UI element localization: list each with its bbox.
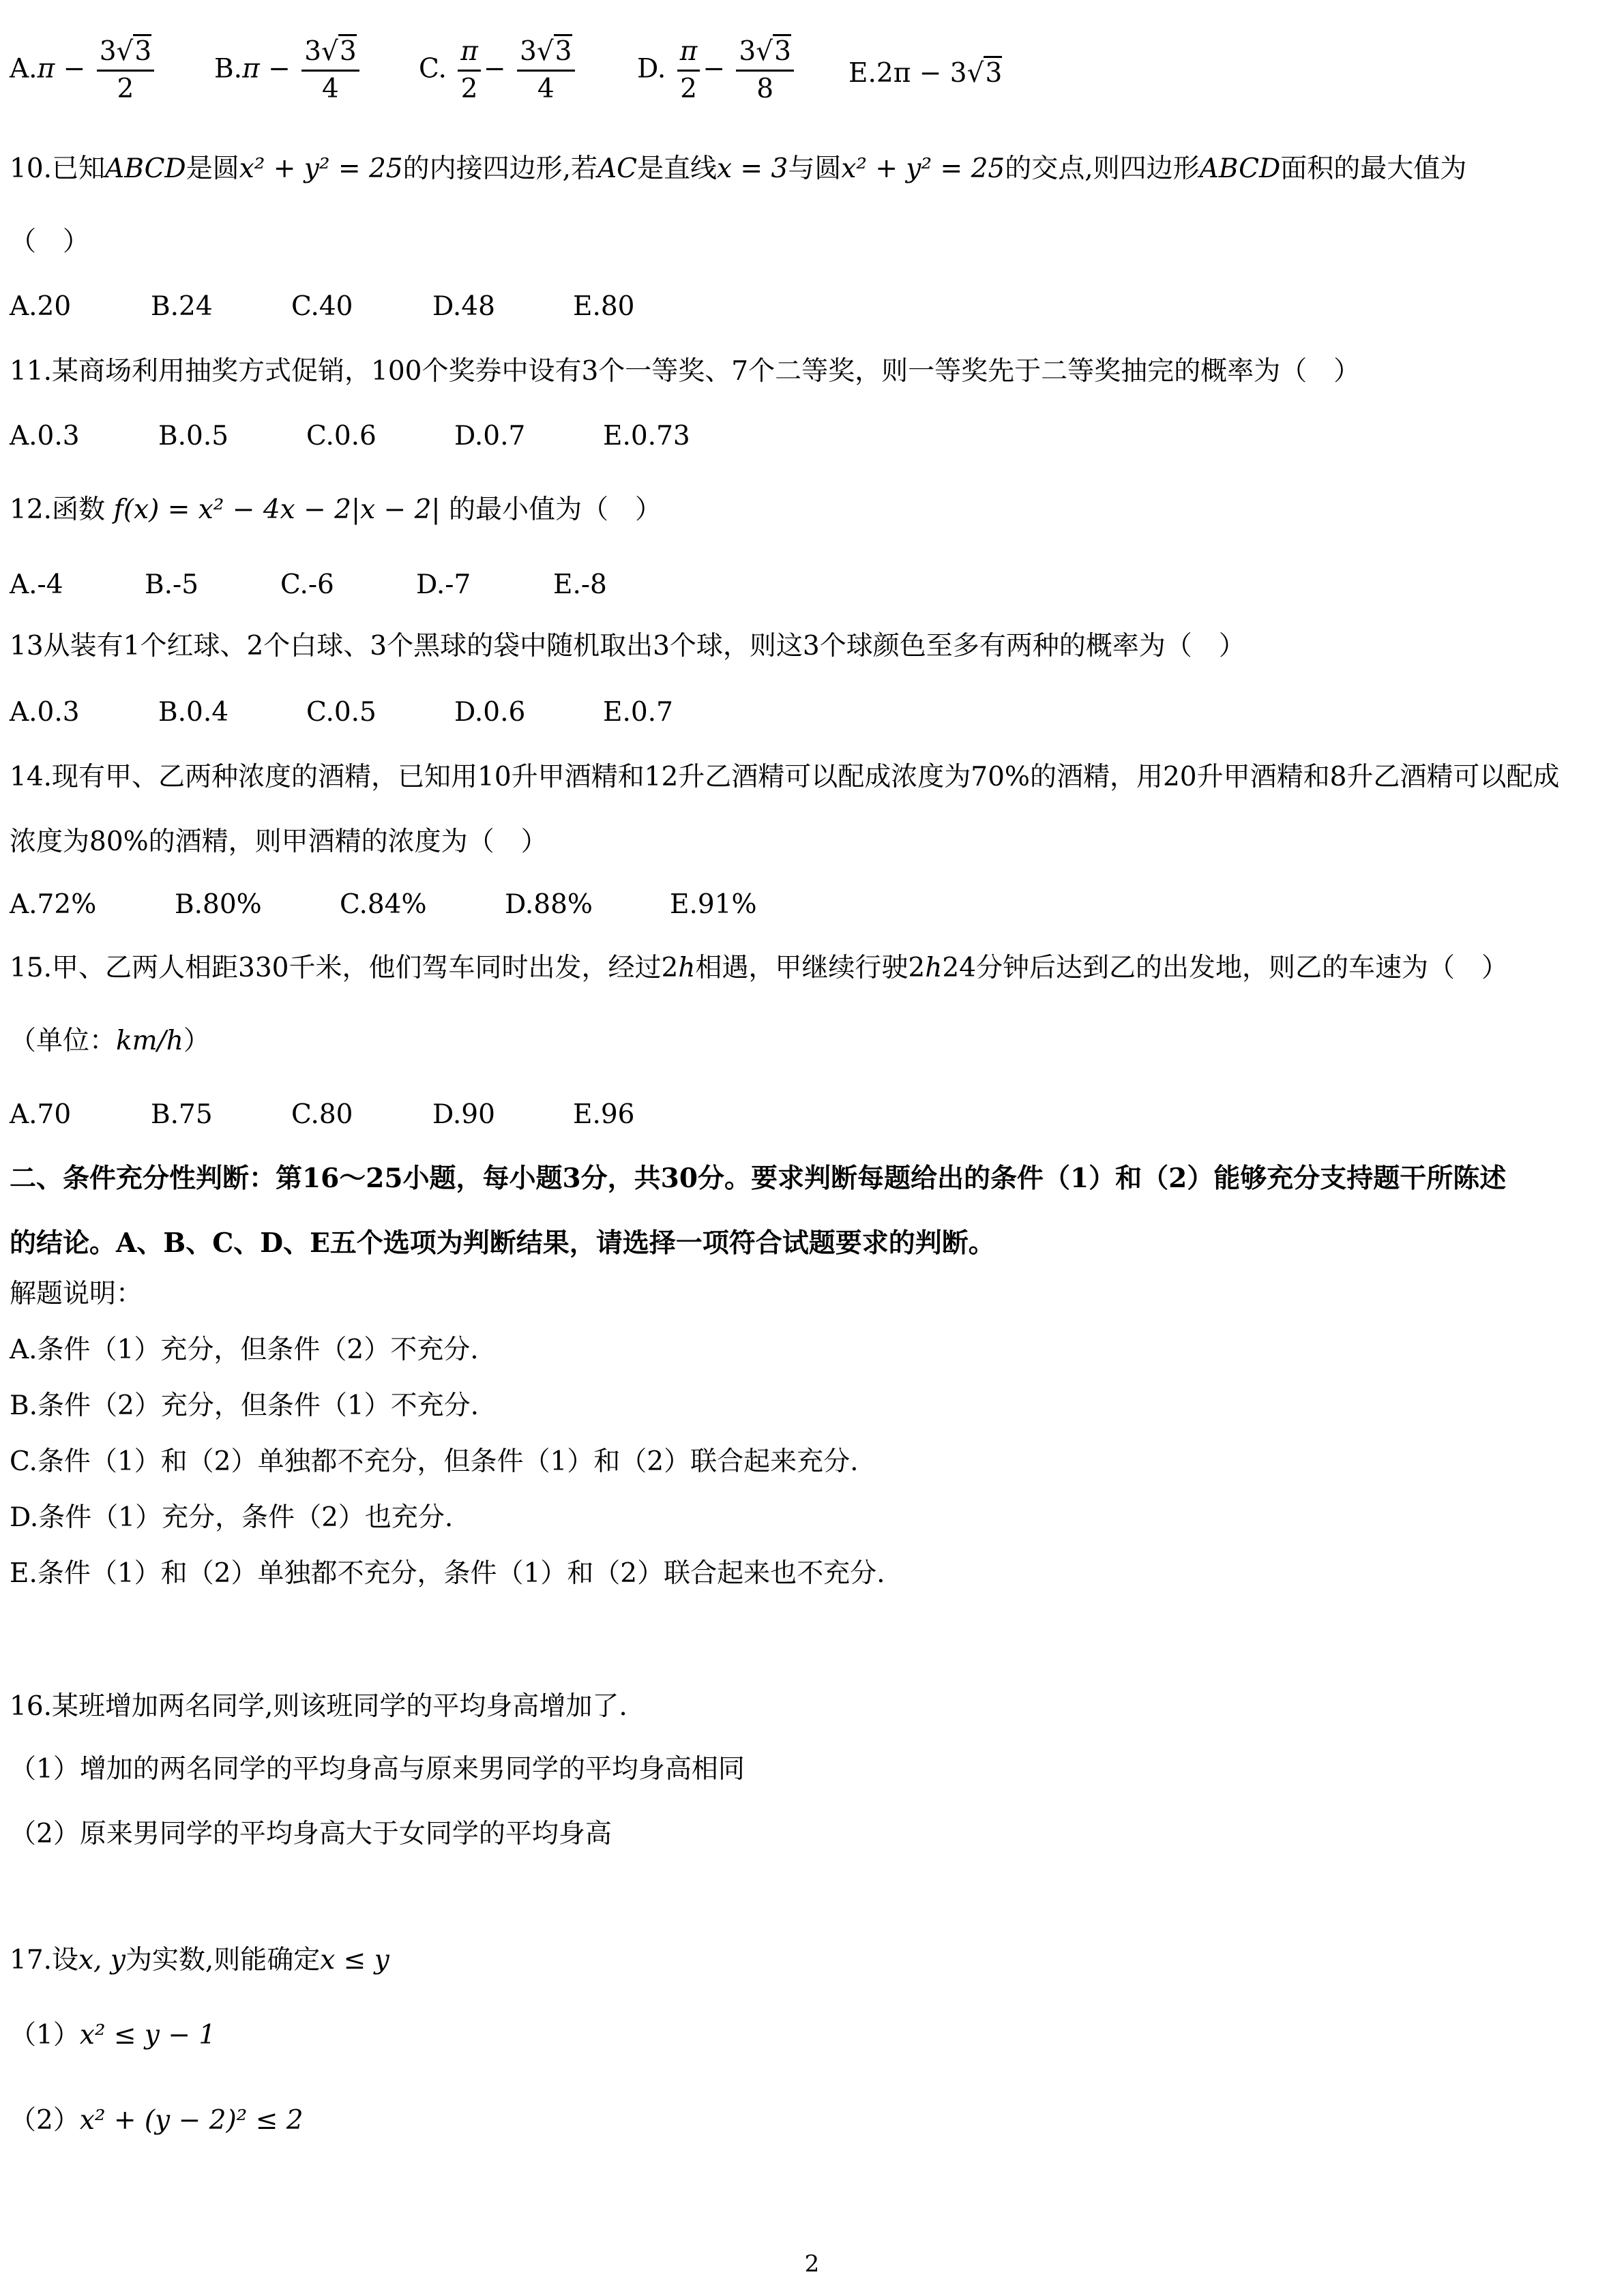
section2-note-e: E.条件（1）和（2）单独都不充分，条件（1）和（2）联合起来也不充分. bbox=[10, 1558, 885, 1589]
q11-stem: 11.某商场利用抽奖方式促销，100个奖券中设有3个一等奖、7个二等奖，则一等奖先于二等奖抽完的概率为（ ） bbox=[10, 356, 1361, 387]
q15-option-c: C.80 bbox=[291, 1099, 353, 1130]
section2-note-b: B.条件（2）充分，但条件（1）不充分. bbox=[10, 1390, 479, 1421]
q15-option-e: E.96 bbox=[573, 1099, 635, 1130]
q11-option-e: E.0.73 bbox=[603, 421, 690, 451]
q9-option-c: C. $\frac{\pi}{2}$ − $\frac{3√3}{4}$ bbox=[419, 34, 578, 107]
q15-option-d: D.90 bbox=[432, 1099, 495, 1130]
q16-condition-2: （2）原来男同学的平均身高大于女同学的平均身高 bbox=[10, 1819, 612, 1849]
q11-options bbox=[10, 416, 1617, 457]
q14-option-d: D.88% bbox=[505, 889, 593, 920]
q14-stem-line1: 14.现有甲、乙两种浓度的酒精，已知用10升甲酒精和12升乙酒精可以配成浓度为70%的酒精，用20升甲酒精和8升乙酒精可以配成 bbox=[10, 762, 1560, 792]
q14-options bbox=[10, 884, 1617, 925]
q13-option-c: C.0.5 bbox=[306, 697, 377, 728]
q15-option-a: A.70 bbox=[10, 1099, 72, 1130]
q14-option-e: E.91% bbox=[670, 889, 757, 920]
q16-condition-1: （1）增加的两名同学的平均身高与原来男同学的平均身高相同 bbox=[10, 1754, 745, 1785]
q9-option-e: E.2π − 3√3 bbox=[848, 53, 1002, 94]
q10-option-c: C.40 bbox=[291, 291, 353, 322]
q13-option-e: E.0.7 bbox=[603, 697, 673, 728]
section2-heading-line2: 的结论。A、B、C、D、E五个选项为判断结果，请选择一项符合试题要求的判断。 bbox=[10, 1227, 995, 1259]
q12-stem: 12.函数 f(x) = x² − 4x − 2|x − 2| 的最小值为（ ） bbox=[10, 494, 662, 525]
section2-note-a: A.条件（1）充分，但条件（2）不充分. bbox=[10, 1335, 479, 1365]
q17-stem: 17.设x, y为实数,则能确定x ≤ y bbox=[10, 1945, 389, 1976]
q17-condition-1: （1）x² ≤ y − 1 bbox=[10, 2020, 216, 2051]
q12-option-e: E.-8 bbox=[553, 569, 607, 600]
q12-option-d: D.-7 bbox=[416, 569, 471, 600]
q13-options bbox=[10, 692, 1617, 733]
q11-option-b: B.0.5 bbox=[158, 421, 229, 451]
q10-stem: 10.已知ABCD是圆x² + y² = 25的内接四边形,若AC是直线x = 3与圆x² + y² = 25的交点,则四边形ABCD面积的最大值为 bbox=[10, 153, 1467, 184]
q14-stem-line2: 浓度为80%的酒精，则甲酒精的浓度为（ ） bbox=[10, 826, 548, 857]
section2-heading-line1: 二、条件充分性判断：第16～25小题，每小题3分，共30分。要求判断每题给出的条件（1）和（2）能够充分支持题干所陈述 bbox=[10, 1163, 1507, 1194]
page-number: 2 bbox=[804, 2250, 820, 2278]
section2-note-c: C.条件（1）和（2）单独都不充分，但条件（1）和（2）联合起来充分. bbox=[10, 1446, 859, 1477]
q9-option-d: D. $\frac{\pi}{2}$ − $\frac{3√3}{8}$ bbox=[637, 34, 797, 107]
q10-options bbox=[10, 286, 1617, 327]
q14-option-c: C.84% bbox=[340, 889, 427, 920]
section2-note-title: 解题说明： bbox=[10, 1279, 143, 1309]
q10-option-b: B.24 bbox=[151, 291, 213, 322]
q9-options bbox=[10, 34, 1617, 109]
q17-condition-2: （2）x² + (y − 2)² ≤ 2 bbox=[10, 2105, 304, 2136]
section2-note-d: D.条件（1）充分，条件（2）也充分. bbox=[10, 1502, 454, 1533]
q9-option-b: B.π − $\frac{3√3}{4}$ bbox=[214, 34, 362, 107]
q15-stem: 15.甲、乙两人相距330千米，他们驾车同时出发，经过2h相遇，甲继续行驶2h24分钟后达到乙的出发地，则乙的车速为（ ） bbox=[10, 953, 1508, 983]
q11-option-a: A.0.3 bbox=[10, 421, 80, 451]
q12-option-c: C.-6 bbox=[280, 569, 334, 600]
q12-options bbox=[10, 565, 1617, 606]
q13-option-d: D.0.6 bbox=[454, 697, 526, 728]
q15-unit: （单位：km/h） bbox=[10, 1026, 210, 1056]
q15-options bbox=[10, 1094, 1617, 1135]
q10-bracket: （ ） bbox=[10, 226, 90, 257]
q15-option-b: B.75 bbox=[151, 1099, 213, 1130]
q13-option-a: A.0.3 bbox=[10, 697, 80, 728]
q11-option-c: C.0.6 bbox=[306, 421, 377, 451]
q12-option-b: B.-5 bbox=[145, 569, 199, 600]
q10-option-a: A.20 bbox=[10, 291, 72, 322]
q14-option-b: B.80% bbox=[175, 889, 262, 920]
q14-option-a: A.72% bbox=[10, 889, 97, 920]
q12-option-a: A.-4 bbox=[10, 569, 63, 600]
q16-stem: 16.某班增加两名同学,则该班同学的平均身高增加了. bbox=[10, 1691, 628, 1722]
q9-option-a: A.π − $\frac{3√3}{2}$ bbox=[10, 34, 157, 107]
q10-option-d: D.48 bbox=[432, 291, 495, 322]
q10-option-e: E.80 bbox=[573, 291, 635, 322]
q11-option-d: D.0.7 bbox=[454, 421, 526, 451]
q13-option-b: B.0.4 bbox=[158, 697, 229, 728]
q13-stem: 13从装有1个红球、2个白球、3个黑球的袋中随机取出3个球，则这3个球颜色至多有两种的概率为（ ） bbox=[10, 631, 1245, 661]
